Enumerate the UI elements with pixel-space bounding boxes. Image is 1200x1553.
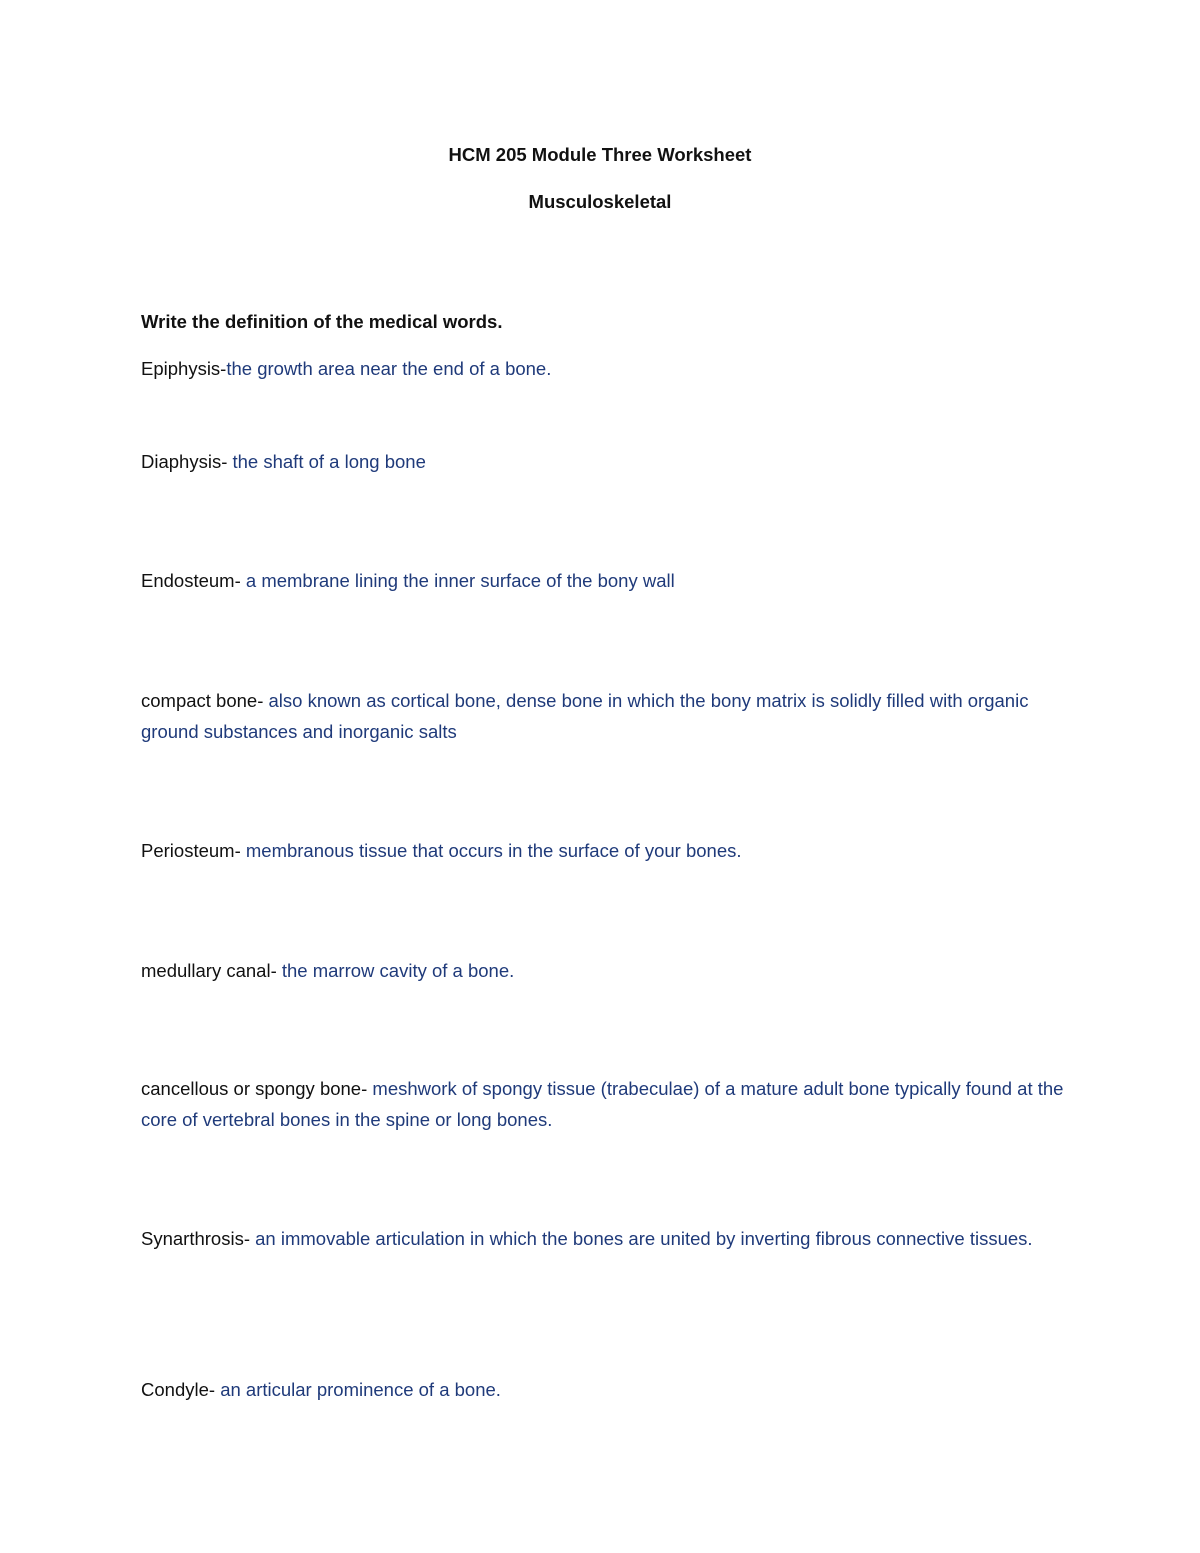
entry-epiphysis	[141, 353, 1071, 384]
term: Diaphysis-	[141, 451, 233, 472]
document-subtitle: Musculoskeletal	[528, 191, 672, 212]
entry-cancellous-bone	[141, 1073, 1071, 1135]
entry-endosteum	[141, 565, 1071, 596]
term: Synarthrosis-	[141, 1228, 256, 1249]
entry-synarthrosis	[141, 1223, 1071, 1254]
definition: membranous tissue that occurs in the surface of your bones.	[245, 840, 742, 861]
term: medullary canal-	[141, 960, 282, 981]
definition: a membrane lining the inner surface of the bony wall	[245, 570, 675, 591]
definition: meshwork of spongy tissue (trabeculae) of a mature adult bone typically found at the core of vertebral bones in the spine or long bones.	[141, 1078, 1064, 1130]
entry-compact-bone	[141, 685, 1071, 747]
term: Endosteum-	[141, 570, 246, 591]
term: Condyle-	[141, 1379, 221, 1400]
definition: an articular prominence of a bone.	[220, 1379, 501, 1400]
definition: the growth area near the end of a bone.	[226, 358, 552, 379]
document-title: HCM 205 Module Three Worksheet	[448, 144, 752, 165]
entry-condyle	[141, 1374, 1071, 1405]
term: Periosteum-	[141, 840, 246, 861]
definition: an immovable articulation in which the bones are united by inverting fibrous connective tissues.	[255, 1228, 1033, 1249]
definition: the shaft of a long bone	[232, 451, 426, 472]
entry-diaphysis	[141, 446, 1071, 477]
term: compact bone-	[141, 690, 269, 711]
definition: also known as cortical bone, dense bone in which the bony matrix is solidly filled with organic ground substances and inorganic salts	[141, 690, 1029, 742]
entry-medullary-canal	[141, 955, 1071, 986]
term: cancellous or spongy bone-	[141, 1078, 373, 1099]
term: Epiphysis-	[141, 358, 227, 379]
definition: the marrow cavity of a bone.	[281, 960, 515, 981]
entry-periosteum	[141, 835, 1071, 866]
instruction-text: Write the definition of the medical words.	[141, 311, 503, 332]
